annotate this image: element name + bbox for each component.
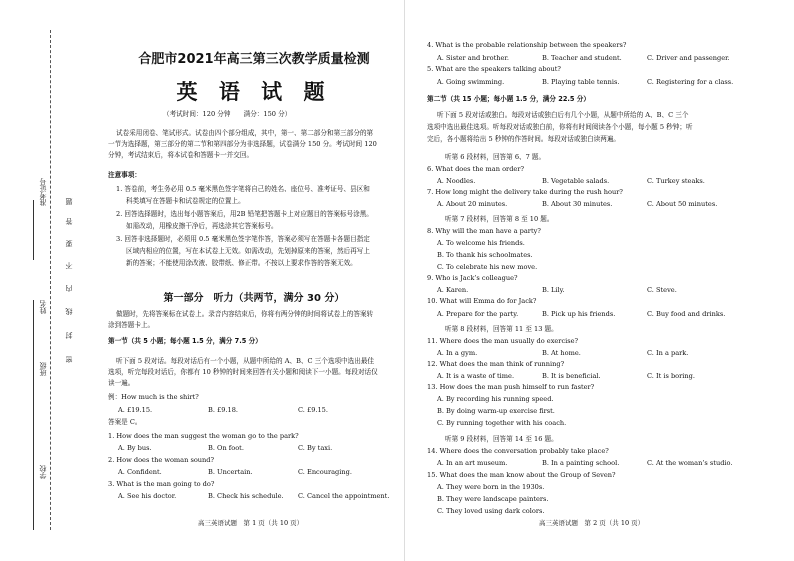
option-c: C. Turkey steaks. [647, 177, 705, 185]
example-question: 例：How much is the shirt? [108, 393, 199, 401]
page-footer: 高三英语试题 第 2 页（共 10 页） [539, 519, 645, 527]
question: 4. What is the probable relationship between the speakers? [427, 41, 627, 49]
option-a: A. Noodles. [437, 177, 476, 185]
notice-line: 如需改动，用橡皮擦干净后，再选涂其它答案标号。 [126, 222, 278, 230]
question: 7. How long might the delivery take during the rush hour? [427, 188, 623, 196]
name-label: 姓名 [39, 300, 47, 314]
notice-line: 新的答案；不能使用涂改液、胶带纸、修正带。不按以上要求作答的答案无效。 [126, 259, 357, 267]
example-answer: 答案是 C。 [108, 418, 142, 426]
option-b: B. Uncertain. [208, 468, 253, 476]
option-b: B. It is beneficial. [542, 372, 601, 380]
option-b: B. Check his schedule. [208, 492, 284, 500]
seal-char: 不 [65, 262, 73, 269]
subject-title: 英 语 试 题 [176, 80, 332, 104]
question: 14. Where does the conversation probably take place? [427, 447, 609, 455]
seal-char: 密 [65, 356, 73, 363]
option-b: B. About 30 minutes. [542, 200, 613, 208]
section2-heading: 第二节（共 15 小题；每小题 1.5 分，满分 22.5 分） [427, 95, 590, 103]
option-b: B. Lily. [542, 286, 565, 294]
example-option-a: A. £19.15. [118, 406, 153, 414]
school-line [33, 460, 34, 530]
school-label: 学校 [39, 465, 47, 479]
option-a: A. They were born in the 1930s. [437, 483, 545, 491]
class-line [33, 380, 34, 460]
class-label: 班级 [39, 362, 47, 376]
part1-desc-line: 做题时，先将答案标在试卷上。录音内容结束后，你将有两分钟的时间将试卷上的答案转 [116, 310, 374, 318]
option-c: C. They loved using dark colors. [437, 507, 545, 515]
option-c: C. Buy food and drinks. [647, 310, 726, 318]
notice-line: 1. 答卷前，考生务必用 0.5 毫米黑色签字笔将自己的姓名、座位号、准考证号、县区和 [116, 185, 370, 193]
option-b: B. In a painting school. [542, 459, 620, 467]
section1-desc-line: 听下面 5 段对话。每段对话后有一个小题，从题中所给的 A、B、C 三个选项中选出最佳 [116, 357, 375, 365]
option-a: A. In a gym. [437, 349, 478, 357]
example-option-c: C. £9.15. [298, 406, 328, 414]
right-page [405, 0, 794, 561]
seal-char: 封 [65, 332, 73, 339]
exam-no-line [33, 200, 34, 260]
option-c: C. By taxi. [298, 444, 333, 452]
material-note: 听第 8 段材料，回答第 11 至 13 题。 [445, 325, 558, 333]
section1-heading: 第一节（共 5 小题；每小题 1.5 分，满分 7.5 分） [108, 337, 262, 345]
option-c: C. By running together with his coach. [437, 419, 567, 427]
question: 8. Why will the man have a party? [427, 227, 541, 235]
seal-char: 要 [65, 240, 73, 247]
question: 15. What does the man know about the Group of Seven? [427, 471, 616, 479]
name-line [33, 300, 34, 390]
section1-desc-line: 选项，听完每段对话后，你都有 10 秒钟的时间来回答有关小题和阅读下一小题。每段对话仅 [108, 368, 378, 376]
notice-line: 区域内相应的位置，写在本试卷上无效。如需改动，先划掉原来的答案，然后再写上 [126, 247, 370, 255]
option-c: C. Encouraging. [298, 468, 352, 476]
option-a: A. It is a waste of time. [437, 372, 515, 380]
question: 3. What is the man going to do? [108, 480, 215, 488]
option-a: A. To welcome his friends. [437, 239, 525, 247]
question: 2. How does the woman sound? [108, 456, 215, 464]
option-a: A. Prepare for the party. [437, 310, 519, 318]
option-c: C. In a park. [647, 349, 689, 357]
binding-strip [0, 0, 95, 561]
intro-line: 试卷采用闭卷、笔试形式。试卷由四个部分组成，其中，第一、第二部分和第三部分的第 [116, 129, 374, 137]
option-c: C. At the woman’s studio. [647, 459, 733, 467]
time-score: （考试时间：120 分钟 满分：150 分） [163, 110, 292, 118]
option-b: B. Teacher and student. [542, 54, 622, 62]
option-a: A. By bus. [118, 444, 152, 452]
seal-char: 内 [65, 285, 73, 292]
intro-line: 分钟，考试结束后，将本试卷和答题卡一并交回。 [108, 151, 254, 159]
page-footer: 高三英语试题 第 1 页（共 10 页） [198, 519, 304, 527]
section2-desc-line: 听下面 5 段对话或独白。每段对话或独白后有几个小题，从题中所给的 A、B、C 三个 [437, 111, 689, 119]
option-b: B. Playing table tennis. [542, 78, 620, 86]
question: 10. What will Emma do for Jack? [427, 297, 537, 305]
option-b: B. To thank his schoolmates. [437, 251, 533, 259]
option-b: B. On foot. [208, 444, 244, 452]
notice-line: 科类填写在答题卡和试卷规定的位置上。 [126, 197, 245, 205]
option-b: B. By doing warm-up exercise first. [437, 407, 555, 415]
option-a: A. Sister and brother. [437, 54, 509, 62]
material-note: 听第 9 段材料，回答第 14 至 16 题。 [445, 435, 558, 443]
option-b: B. Pick up his friends. [542, 310, 616, 318]
question: 13. How does the man push himself to run faster? [427, 383, 595, 391]
option-b: B. At home. [542, 349, 581, 357]
option-c: C. Cancel the appointment. [298, 492, 390, 500]
option-c: C. About 50 minutes. [647, 200, 718, 208]
option-b: B. Vegetable salads. [542, 177, 610, 185]
notice-line: 2. 回答选择题时，选出每小题答案后，用2B 铅笔把答题卡上对应题目的答案标号涂黑。 [116, 210, 373, 218]
question: 9. Who is Jack’s colleague? [427, 274, 518, 282]
option-a: A. Karen. [437, 286, 469, 294]
intro-line: 一节为选择题，第三部分的第二节和第四部分为非选择题，试卷满分 150 分。考试时间 120 [108, 140, 377, 148]
example-option-b: B. £9.18. [208, 406, 239, 414]
material-note: 听第 7 段材料，回答第 8 至 10 题。 [445, 215, 554, 223]
option-c: C. Driver and passenger. [647, 54, 730, 62]
question: 1. How does the man suggest the woman go to the park? [108, 432, 299, 440]
option-a: A. By recording his running speed. [437, 395, 554, 403]
part1-desc-line: 涂到答题卡上。 [108, 321, 155, 329]
exam-title: 合肥市2021年高三第三次教学质量检测 [138, 52, 370, 67]
section2-desc-line: 选项中选出最佳选项。听每段对话或独白前，你将有时间阅读各个小题，每小题 5 秒钟；听 [427, 123, 693, 131]
exam-no-label: 准考证号 [39, 178, 47, 206]
option-a: A. About 20 minutes. [437, 200, 508, 208]
option-c: C. Steve. [647, 286, 677, 294]
option-a: A. Going swimming. [437, 78, 505, 86]
seal-line [50, 30, 51, 530]
option-a: A. See his doctor. [118, 492, 177, 500]
question: 5. What are the speakers talking about? [427, 65, 561, 73]
seal-char: 答 [65, 218, 73, 225]
option-c: C. It is boring. [647, 372, 695, 380]
material-note: 听第 6 段材料，回答第 6、7 题。 [445, 153, 546, 161]
option-c: C. Registering for a class. [647, 78, 734, 86]
notice-line: 3. 回答非选择题时，必须用 0.5 毫米黑色签字笔作答，答案必须写在答题卡各题目指定 [116, 235, 370, 243]
question: 6. What does the man order? [427, 165, 525, 173]
option-c: C. To celebrate his new move. [437, 263, 538, 271]
option-b: B. They were landscape painters. [437, 495, 549, 503]
seal-char: 线 [65, 308, 73, 315]
part1-heading: 第一部分 听力（共两节，满分 30 分） [163, 293, 345, 304]
section2-desc-line: 完后，各小题将给出 5 秒钟的作答时间。每段对话或独白读两遍。 [427, 135, 621, 143]
seal-char: 题 [65, 198, 73, 205]
question: 11. Where does the man usually do exercise? [427, 337, 579, 345]
option-a: A. In an art museum. [437, 459, 508, 467]
section1-desc-line: 读一遍。 [108, 379, 135, 387]
question: 12. What does the man think of running? [427, 360, 565, 368]
notice-title: 注意事项： [108, 171, 141, 179]
option-a: A. Confident. [118, 468, 162, 476]
